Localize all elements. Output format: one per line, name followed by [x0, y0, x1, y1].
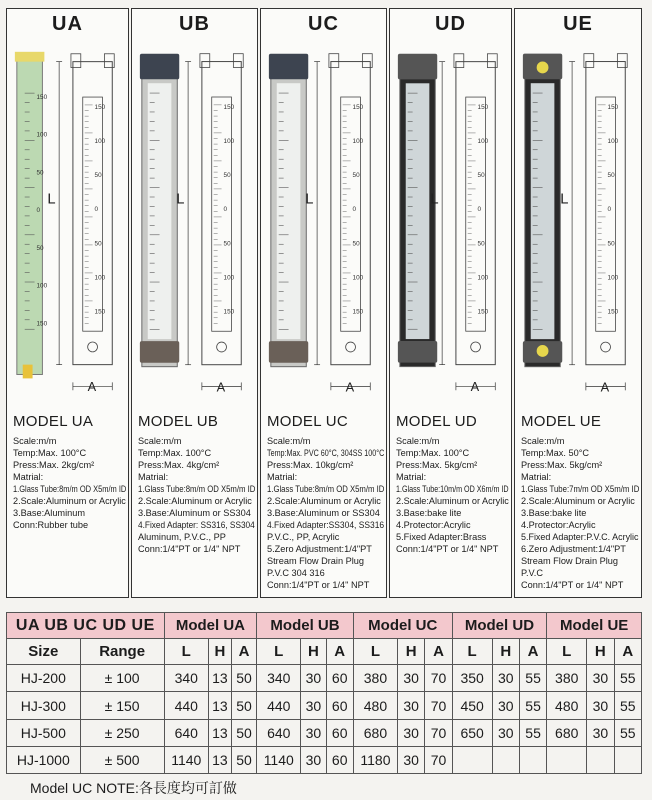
- header-model-ud: Model UD: [452, 613, 547, 639]
- width-label-ud: A: [470, 379, 480, 395]
- dimension-value-cell: 650: [452, 719, 492, 746]
- panel-title-ub: UB: [179, 13, 210, 35]
- dimension-table-wrap: [6, 612, 642, 774]
- dimension-value-cell: 55: [614, 692, 641, 719]
- drawing-scale-label: 50: [607, 172, 615, 180]
- spec-line: Matrial:: [267, 472, 298, 482]
- spec-line: 5.Fixed Adapter:Brass: [396, 532, 487, 542]
- spec-line: 2.Scale:Aluminum or Acrylic: [267, 496, 381, 506]
- length-label-uc: L: [305, 191, 314, 208]
- spec-line: Conn:1/4"PT or 1/4" NPT: [521, 580, 624, 590]
- product-photo-ua: [15, 52, 48, 379]
- spec-line: 1.Glass Tube:8m/m OD X5m/m ID: [267, 484, 385, 494]
- dim-header-a: A: [425, 639, 452, 665]
- range-header: Range: [80, 639, 164, 665]
- drawing-scale-label: 100: [477, 274, 489, 282]
- panel-ua: [6, 8, 129, 598]
- drawing-scale-label: 150: [477, 103, 489, 111]
- dimension-value-cell: 480: [547, 692, 587, 719]
- width-label-ua: A: [87, 379, 97, 395]
- drawing-scale-label: 0: [223, 206, 228, 214]
- dimension-value-cell: 30: [398, 665, 425, 692]
- drawing-scale-label: 150: [223, 308, 235, 316]
- spec-line: Conn:Rubber tube: [13, 520, 89, 530]
- photo-scale-label: 150: [36, 94, 48, 102]
- spec-line: 4.Protector:Acrylic: [396, 520, 471, 530]
- drawing-scale-label: 0: [477, 206, 482, 214]
- panel-title-ue: UE: [563, 13, 593, 35]
- dim-header-l: L: [257, 639, 301, 665]
- dimension-value-cell: [452, 746, 492, 773]
- drawing-scale-label: 50: [223, 172, 231, 180]
- range-cell: ± 250: [80, 719, 164, 746]
- dimension-value-cell: 30: [301, 692, 326, 719]
- spec-line: 2.Scale:Aluminum or Acrylic: [138, 496, 252, 506]
- dimension-value-cell: 55: [614, 719, 641, 746]
- spec-line: 2.Scale:Aluminum or Acrylic: [396, 496, 509, 506]
- dimension-value-cell: 30: [301, 746, 326, 773]
- dim-header-h: H: [587, 639, 614, 665]
- dimension-value-cell: 350: [452, 665, 492, 692]
- dimension-value-cell: 60: [326, 719, 353, 746]
- size-cell: HJ-300: [7, 692, 81, 719]
- dimension-value-cell: 55: [519, 719, 546, 746]
- spec-block-ud: [396, 413, 509, 555]
- model-name-ub: MODEL UB: [138, 413, 219, 430]
- dimension-value-cell: 50: [231, 746, 256, 773]
- panel-ud: [389, 8, 512, 598]
- table-subheader-row: [7, 639, 642, 665]
- spec-line: Matrial:: [396, 472, 427, 482]
- table-row: [7, 692, 642, 719]
- spec-line: Scale:m/m: [13, 436, 57, 446]
- spec-line: P.V.C., PP, Acrylic: [267, 532, 340, 542]
- model-name-ud: MODEL UD: [396, 413, 478, 430]
- drawing-scale-label: 150: [477, 308, 489, 316]
- spec-line: Press:Max. 5kg/cm²: [521, 460, 603, 470]
- dimension-table: [6, 612, 642, 774]
- dim-header-h: H: [301, 639, 326, 665]
- table-row: [7, 746, 642, 773]
- dimension-value-cell: [547, 746, 587, 773]
- spec-line: 6.Zero Adjustment:1/4"PT: [521, 544, 626, 554]
- length-label-ub: L: [176, 191, 185, 208]
- panel-title-ud: UD: [435, 13, 466, 35]
- spec-line: Temp:Max. 100°C: [138, 448, 212, 458]
- dimension-value-cell: 30: [492, 719, 519, 746]
- drawing-scale-label: 100: [94, 137, 106, 145]
- dimension-value-cell: 340: [257, 665, 301, 692]
- spec-line: Temp:Max. PVC 60°C, 304SS 100°C: [267, 448, 385, 458]
- header-model-ue: Model UE: [547, 613, 642, 639]
- dimension-value-cell: 50: [231, 692, 256, 719]
- spec-line: Matrial:: [521, 472, 552, 482]
- spec-block-uc: [267, 413, 384, 591]
- spec-line: Stream Flow Drain Plug: [267, 556, 365, 566]
- dim-header-l: L: [547, 639, 587, 665]
- drawing-scale-label: 150: [607, 308, 619, 316]
- spec-line: 4.Fixed Adapter: SS316, SS304: [138, 520, 255, 530]
- dimension-value-cell: 30: [492, 692, 519, 719]
- panel-uc: [260, 8, 387, 598]
- dimension-value-cell: 1180: [353, 746, 397, 773]
- manometer-illustration-ub: [132, 37, 257, 407]
- dimension-value-cell: 50: [231, 665, 256, 692]
- spec-line: Matrial:: [13, 472, 44, 482]
- spec-line: 3.Base:bake lite: [396, 508, 462, 518]
- dimension-value-cell: 13: [208, 719, 231, 746]
- drawing-scale-label: 0: [607, 206, 612, 214]
- spec-block-ua: [13, 413, 126, 531]
- product-photo-ub: [140, 54, 179, 367]
- spec-line: Temp:Max. 50°C: [521, 448, 590, 458]
- dimension-value-cell: 680: [353, 719, 397, 746]
- spec-line: 1.Glass Tube:8m/m OD X5m/m ID: [13, 484, 127, 494]
- spec-line: 5.Zero Adjustment:1/4"PT: [267, 544, 372, 554]
- dimension-value-cell: [587, 746, 614, 773]
- spec-line: P.V.C 304 316: [267, 568, 325, 578]
- table-corner-label: UA UB UC UD UE: [7, 613, 165, 639]
- dimension-value-cell: 1140: [257, 746, 301, 773]
- technical-drawing-ue: [560, 54, 627, 395]
- dim-header-h: H: [208, 639, 231, 665]
- table-row: [7, 665, 642, 692]
- dimension-value-cell: 640: [164, 719, 208, 746]
- spec-line: Aluminum, P.V.C., PP: [138, 532, 226, 542]
- drawing-scale-label: 100: [94, 274, 106, 282]
- model-name-ua: MODEL UA: [13, 413, 94, 430]
- dimension-value-cell: 30: [587, 665, 614, 692]
- dimension-value-cell: 30: [398, 719, 425, 746]
- spec-line: Press:Max. 5kg/cm²: [396, 460, 478, 470]
- manometer-illustration-ud: [390, 37, 511, 407]
- drawing-scale-label: 100: [223, 137, 235, 145]
- dim-header-l: L: [164, 639, 208, 665]
- drawing-scale-label: 50: [94, 172, 102, 180]
- product-photo-ue: [523, 54, 562, 367]
- dimension-value-cell: 13: [208, 692, 231, 719]
- table-row: [7, 719, 642, 746]
- drawing-scale-label: 150: [352, 103, 364, 111]
- technical-drawing-ua: [47, 54, 114, 394]
- dimension-value-cell: 30: [301, 719, 326, 746]
- dimension-value-cell: 380: [547, 665, 587, 692]
- dimension-value-cell: 480: [353, 692, 397, 719]
- drawing-scale-label: 100: [607, 137, 619, 145]
- dimension-value-cell: [492, 746, 519, 773]
- spec-line: Conn:1/4"PT or 1/4" NPT: [396, 544, 499, 554]
- dimension-value-cell: 30: [398, 746, 425, 773]
- photo-scale-label: 100: [36, 282, 48, 290]
- dimension-value-cell: 60: [326, 746, 353, 773]
- spec-line: Conn:1/4"PT or 1/4" NPT: [138, 544, 241, 554]
- spec-line: 3.Base:Aluminum or SS304: [138, 508, 251, 518]
- range-cell: ± 500: [80, 746, 164, 773]
- manometer-illustration-ua: [7, 37, 128, 407]
- dimension-value-cell: 340: [164, 665, 208, 692]
- width-label-ub: A: [216, 379, 226, 395]
- photo-scale-label: 100: [36, 131, 48, 139]
- dimension-value-cell: 70: [425, 665, 452, 692]
- length-label-ud: L: [430, 191, 439, 208]
- header-model-ub: Model UB: [257, 613, 354, 639]
- spec-line: Scale:m/m: [267, 436, 311, 446]
- spec-line: 1.Glass Tube:8m/m OD X5m/m ID: [138, 484, 256, 494]
- dimension-value-cell: 60: [326, 665, 353, 692]
- drawing-scale-label: 50: [477, 240, 485, 248]
- drawing-scale-label: 50: [477, 172, 485, 180]
- drawing-scale-label: 50: [352, 172, 360, 180]
- dimension-value-cell: 30: [492, 665, 519, 692]
- dimension-value-cell: 13: [208, 746, 231, 773]
- range-cell: ± 100: [80, 665, 164, 692]
- spec-block-ue: [521, 413, 639, 591]
- drawing-scale-label: 0: [352, 206, 357, 214]
- dimension-value-cell: 70: [425, 692, 452, 719]
- dimension-value-cell: 70: [425, 719, 452, 746]
- technical-drawing-ud: [430, 54, 497, 394]
- dimension-value-cell: 450: [452, 692, 492, 719]
- spec-line: 1.Glass Tube:7m/m OD X5m/m ID: [521, 484, 640, 494]
- drawing-scale-label: 50: [607, 240, 615, 248]
- dim-header-h: H: [492, 639, 519, 665]
- drawing-scale-label: 100: [223, 274, 235, 282]
- dimension-value-cell: 55: [519, 692, 546, 719]
- product-panels: [6, 8, 642, 598]
- drawing-scale-label: 100: [477, 137, 489, 145]
- drawing-scale-label: 150: [94, 308, 106, 316]
- dim-header-a: A: [614, 639, 641, 665]
- panel-title-ua: UA: [52, 13, 83, 35]
- dimension-value-cell: 13: [208, 665, 231, 692]
- product-photo-uc: [269, 54, 308, 367]
- size-cell: HJ-200: [7, 665, 81, 692]
- spec-line: 3.Base:Aluminum or SS304: [267, 508, 380, 518]
- dimension-value-cell: 440: [164, 692, 208, 719]
- spec-line: 4.Fixed Adapter:SS304, SS316: [267, 520, 385, 530]
- spec-line: Press:Max. 4kg/cm²: [138, 460, 220, 470]
- dimension-value-cell: 30: [301, 665, 326, 692]
- spec-line: 2.Scale:Aluminum or Acrylic: [13, 496, 126, 506]
- spec-line: Scale:m/m: [138, 436, 182, 446]
- size-cell: HJ-500: [7, 719, 81, 746]
- range-cell: ± 150: [80, 692, 164, 719]
- spec-line: Conn:1/4"PT or 1/4" NPT: [267, 580, 370, 590]
- photo-scale-label: 50: [36, 244, 44, 252]
- dim-header-h: H: [398, 639, 425, 665]
- dim-header-l: L: [452, 639, 492, 665]
- dimension-value-cell: 380: [353, 665, 397, 692]
- spec-line: 5.Fixed Adapter:P.V.C. Acrylic: [521, 532, 639, 542]
- panel-title-uc: UC: [308, 13, 339, 35]
- dimension-value-cell: 70: [425, 746, 452, 773]
- spec-line: P.V.C: [521, 568, 543, 578]
- spec-line: 3.Base:Aluminum: [13, 508, 86, 518]
- drawing-scale-label: 50: [352, 240, 360, 248]
- product-photo-ud: [398, 54, 437, 367]
- size-cell: HJ-1000: [7, 746, 81, 773]
- dimension-value-cell: [614, 746, 641, 773]
- manometer-illustration-ue: [515, 37, 641, 407]
- spec-line: Stream Flow Drain Plug: [521, 556, 619, 566]
- width-label-ue: A: [600, 379, 610, 395]
- spec-line: 3.Base:bake lite: [521, 508, 587, 518]
- drawing-scale-label: 150: [94, 103, 106, 111]
- dimension-value-cell: 30: [587, 719, 614, 746]
- spec-line: 4.Protector:Acrylic: [521, 520, 596, 530]
- dimension-value-cell: 680: [547, 719, 587, 746]
- spec-block-ub: [138, 413, 255, 555]
- manometer-illustration-uc: [261, 37, 386, 407]
- drawing-scale-label: 0: [94, 206, 99, 214]
- drawing-scale-label: 100: [352, 274, 364, 282]
- panel-ub: [131, 8, 258, 598]
- dimension-value-cell: 55: [519, 665, 546, 692]
- dimension-value-cell: 440: [257, 692, 301, 719]
- spec-line: Press:Max. 10kg/cm²: [267, 460, 354, 470]
- dim-header-a: A: [519, 639, 546, 665]
- dim-header-a: A: [231, 639, 256, 665]
- spec-line: 2.Scale:Aluminum or Acrylic: [521, 496, 635, 506]
- drawing-scale-label: 50: [223, 240, 231, 248]
- length-label-ue: L: [560, 191, 569, 208]
- spec-line: Press:Max. 2kg/cm²: [13, 460, 95, 470]
- drawing-scale-label: 100: [352, 137, 364, 145]
- drawing-scale-label: 150: [223, 103, 235, 111]
- uc-note: Model UC NOTE:各長度均可訂做: [30, 780, 237, 796]
- dimension-value-cell: 30: [398, 692, 425, 719]
- spec-line: Scale:m/m: [396, 436, 440, 446]
- model-name-uc: MODEL UC: [267, 413, 349, 430]
- spec-line: Temp:Max. 100°C: [396, 448, 470, 458]
- spec-line: Scale:m/m: [521, 436, 565, 446]
- dimension-value-cell: [519, 746, 546, 773]
- drawing-scale-label: 100: [607, 274, 619, 282]
- spec-line: Temp:Max. 100°C: [13, 448, 87, 458]
- width-label-uc: A: [345, 379, 355, 395]
- technical-drawing-uc: [305, 54, 372, 395]
- dimension-value-cell: 30: [587, 692, 614, 719]
- photo-scale-label: 150: [36, 320, 48, 328]
- photo-scale-label: 0: [36, 207, 41, 215]
- drawing-scale-label: 150: [607, 103, 619, 111]
- spec-line: 1.Glass Tube:10m/m OD X6m/m ID: [396, 484, 509, 494]
- drawing-scale-label: 150: [352, 308, 364, 316]
- header-model-ua: Model UA: [164, 613, 256, 639]
- size-header: Size: [7, 639, 81, 665]
- dimension-value-cell: 640: [257, 719, 301, 746]
- dimension-value-cell: 55: [614, 665, 641, 692]
- drawing-scale-label: 50: [94, 240, 102, 248]
- photo-scale-label: 50: [36, 169, 44, 177]
- dimension-value-cell: 50: [231, 719, 256, 746]
- length-label-ua: L: [47, 191, 56, 208]
- table-header-row: [7, 613, 642, 639]
- panel-ue: [514, 8, 642, 598]
- spec-line: Matrial:: [138, 472, 169, 482]
- dimension-value-cell: 1140: [164, 746, 208, 773]
- model-name-ue: MODEL UE: [521, 413, 602, 430]
- dim-header-l: L: [353, 639, 397, 665]
- dim-header-a: A: [326, 639, 353, 665]
- technical-drawing-ub: [176, 54, 243, 395]
- dimension-value-cell: 60: [326, 692, 353, 719]
- header-model-uc: Model UC: [353, 613, 452, 639]
